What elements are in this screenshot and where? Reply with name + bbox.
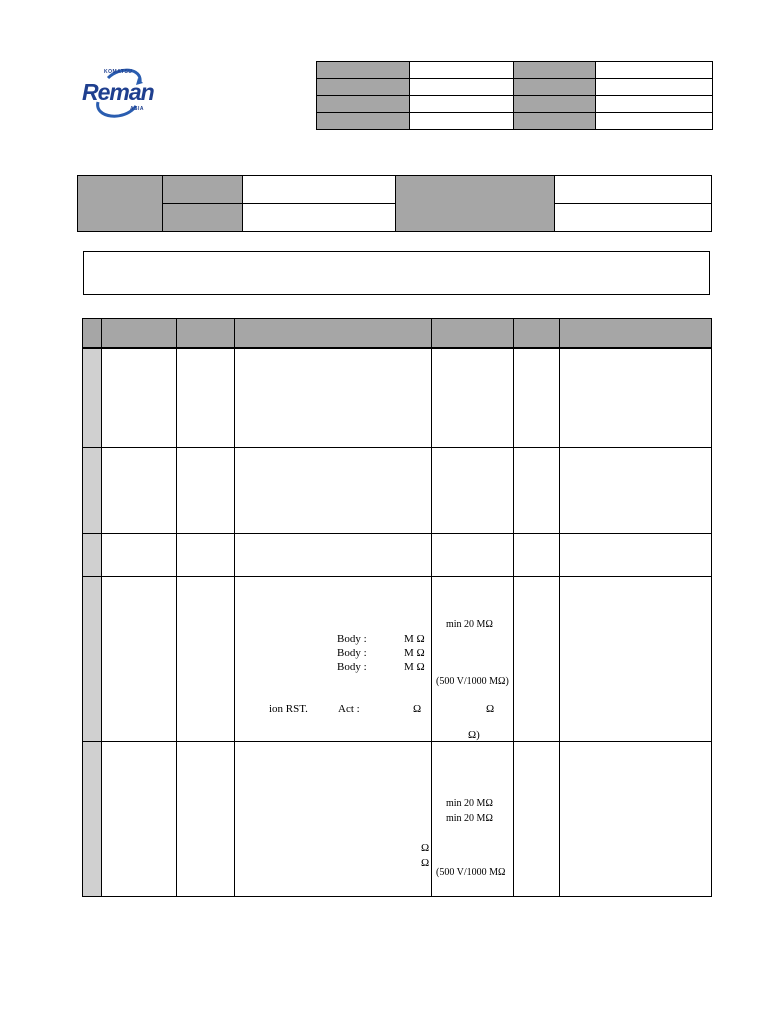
logo-top-text: KOMATSU: [104, 69, 133, 75]
table-cell: [235, 348, 432, 447]
table-row: [83, 447, 712, 533]
table-cell: [432, 533, 514, 576]
resistance-unit: M Ω: [404, 647, 425, 659]
table-cell: [514, 348, 560, 447]
header-cell: [560, 319, 712, 349]
info-value-cell: [596, 96, 713, 113]
table-cell: [177, 533, 235, 576]
table-cell: [235, 533, 432, 576]
table-cell: [177, 741, 235, 896]
info-value-cell: [410, 79, 514, 96]
table-cell: [514, 741, 560, 896]
resistance-unit: M Ω: [404, 633, 425, 645]
info-label-cell: [514, 113, 596, 130]
header-cell: [514, 319, 560, 349]
rst-label: ion RST.: [269, 703, 308, 715]
table-cell: [560, 447, 712, 533]
table-cell: [102, 576, 177, 741]
table-row: [83, 533, 712, 576]
title-value-cell: [243, 204, 396, 232]
table-cell: [102, 741, 177, 896]
title-sub-label-cell: [163, 176, 243, 204]
title-block-table: [77, 175, 712, 232]
ohm-symbol: Ω: [486, 703, 495, 715]
table-cell: [560, 533, 712, 576]
table-cell: [102, 348, 177, 447]
table-cell: [177, 576, 235, 741]
min-resistance-spec: min 20 MΩ: [446, 813, 493, 824]
title-row: [78, 204, 712, 232]
table-cell: [514, 576, 560, 741]
row-index-cell: [83, 348, 102, 447]
info-value-cell: [410, 113, 514, 130]
table-cell: [432, 348, 514, 447]
info-value-cell: [410, 96, 514, 113]
title-side-label-cell: [396, 176, 555, 232]
title-side-value-cell: [555, 176, 712, 204]
table-cell: [235, 741, 432, 896]
logo-sub-text: ASIA: [130, 106, 144, 112]
table-cell: [514, 533, 560, 576]
note-box: [83, 251, 710, 295]
resistance-unit: M Ω: [404, 661, 425, 673]
table-cell: [102, 533, 177, 576]
company-logo: [80, 66, 160, 122]
table-row: [83, 741, 712, 896]
info-row: [317, 96, 713, 113]
inspection-table: [82, 318, 712, 897]
row-index-cell: [83, 533, 102, 576]
table-cell: [235, 576, 432, 741]
table-cell: [177, 447, 235, 533]
info-label-cell: [317, 62, 410, 79]
test-voltage-spec: (500 V/1000 MΩ: [436, 867, 506, 878]
table-cell: [432, 576, 514, 741]
info-label-cell: [317, 79, 410, 96]
header-cell: [432, 319, 514, 349]
header-cell-no: [83, 319, 102, 349]
body-label: Body :: [337, 647, 367, 659]
title-sub-label-cell: [163, 204, 243, 232]
table-cell: [514, 447, 560, 533]
info-value-cell: [596, 79, 713, 96]
table-row: [83, 576, 712, 741]
title-side-value-cell: [555, 204, 712, 232]
info-label-cell: [317, 113, 410, 130]
test-voltage-spec: (500 V/1000 MΩ): [436, 676, 509, 687]
title-row: [78, 176, 712, 204]
act-label: Act :: [338, 703, 360, 715]
table-cell: [560, 348, 712, 447]
table-cell: [560, 741, 712, 896]
table-cell: [560, 576, 712, 741]
table-cell: [102, 447, 177, 533]
min-resistance-spec: min 20 MΩ: [446, 798, 493, 809]
title-main-label-cell: [78, 176, 163, 232]
info-row: [317, 62, 713, 79]
info-value-cell: [410, 62, 514, 79]
row-index-cell: [83, 447, 102, 533]
title-value-cell: [243, 176, 396, 204]
row-index-cell: [83, 741, 102, 896]
info-label-cell: [514, 96, 596, 113]
logo-wordmark: Reman: [82, 79, 154, 105]
table-cell: [432, 447, 514, 533]
table-row: [83, 348, 712, 447]
info-label-cell: [317, 96, 410, 113]
body-label: Body :: [337, 661, 367, 673]
row-index-cell: [83, 576, 102, 741]
table-header-row: [83, 319, 712, 349]
body-label: Body :: [337, 633, 367, 645]
header-cell: [102, 319, 177, 349]
ohm-symbol: Ω): [468, 729, 480, 741]
ohm-symbol: Ω: [421, 857, 430, 869]
info-row: [317, 113, 713, 130]
header-cell: [177, 319, 235, 349]
document-info-table: [316, 61, 713, 130]
table-cell: [177, 348, 235, 447]
ohm-symbol: Ω: [421, 842, 430, 854]
ohm-symbol: Ω: [413, 703, 422, 715]
info-label-cell: [514, 62, 596, 79]
info-row: [317, 79, 713, 96]
min-resistance-spec: min 20 MΩ: [446, 619, 493, 630]
info-value-cell: [596, 113, 713, 130]
info-value-cell: [596, 62, 713, 79]
table-cell: [235, 447, 432, 533]
header-cell: [235, 319, 432, 349]
info-label-cell: [514, 79, 596, 96]
